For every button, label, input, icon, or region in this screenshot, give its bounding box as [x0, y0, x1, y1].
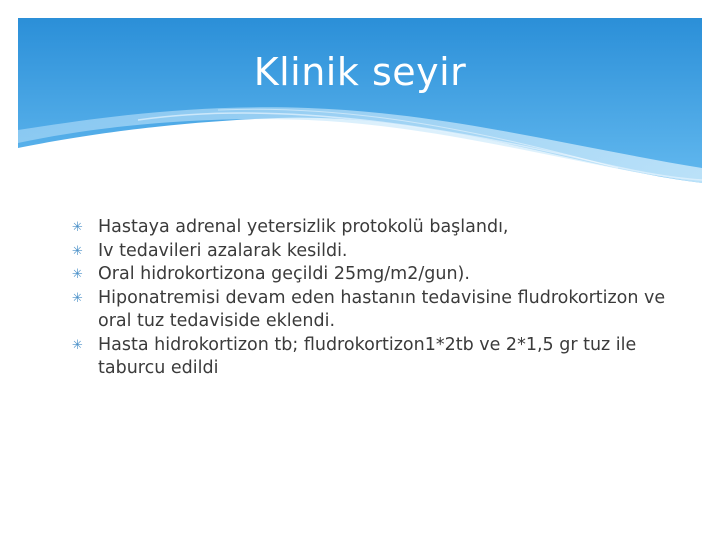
bullet-list	[72, 216, 672, 381]
bullet-text: Hastaya adrenal yetersizlik protokolü başlandı,	[98, 217, 509, 237]
bullet-text: Iv tedavileri azalarak kesildi.	[98, 240, 348, 261]
bullet-text: Hasta hidrokortizon tb; fludrokortizon1*2tb ve 2*1,5 gr tuz ile taburcu edildi	[98, 334, 637, 378]
list-item	[72, 240, 672, 264]
list-item	[72, 216, 672, 240]
asterisk-bullet-icon: ✳	[72, 267, 83, 282]
asterisk-bullet-icon: ✳	[72, 337, 83, 353]
asterisk-bullet-icon: ✳	[72, 243, 83, 259]
asterisk-bullet-icon: ✳	[72, 220, 83, 235]
slide-title: Klinik seyir	[253, 50, 467, 94]
bullet-text: Oral hidrokortizona geçildi 25mg/m2/gun).	[98, 264, 470, 284]
banner-wave-graphic	[18, 18, 702, 183]
title-banner	[18, 18, 702, 183]
list-item	[72, 263, 672, 287]
bullet-text: Hiponatremisi devam eden hastanın tedavisine fludrokortizon ve oral tuz tedaviside eklendi.	[98, 287, 666, 331]
list-item	[72, 287, 672, 334]
asterisk-bullet-icon: ✳	[72, 290, 83, 306]
list-item	[72, 334, 672, 381]
